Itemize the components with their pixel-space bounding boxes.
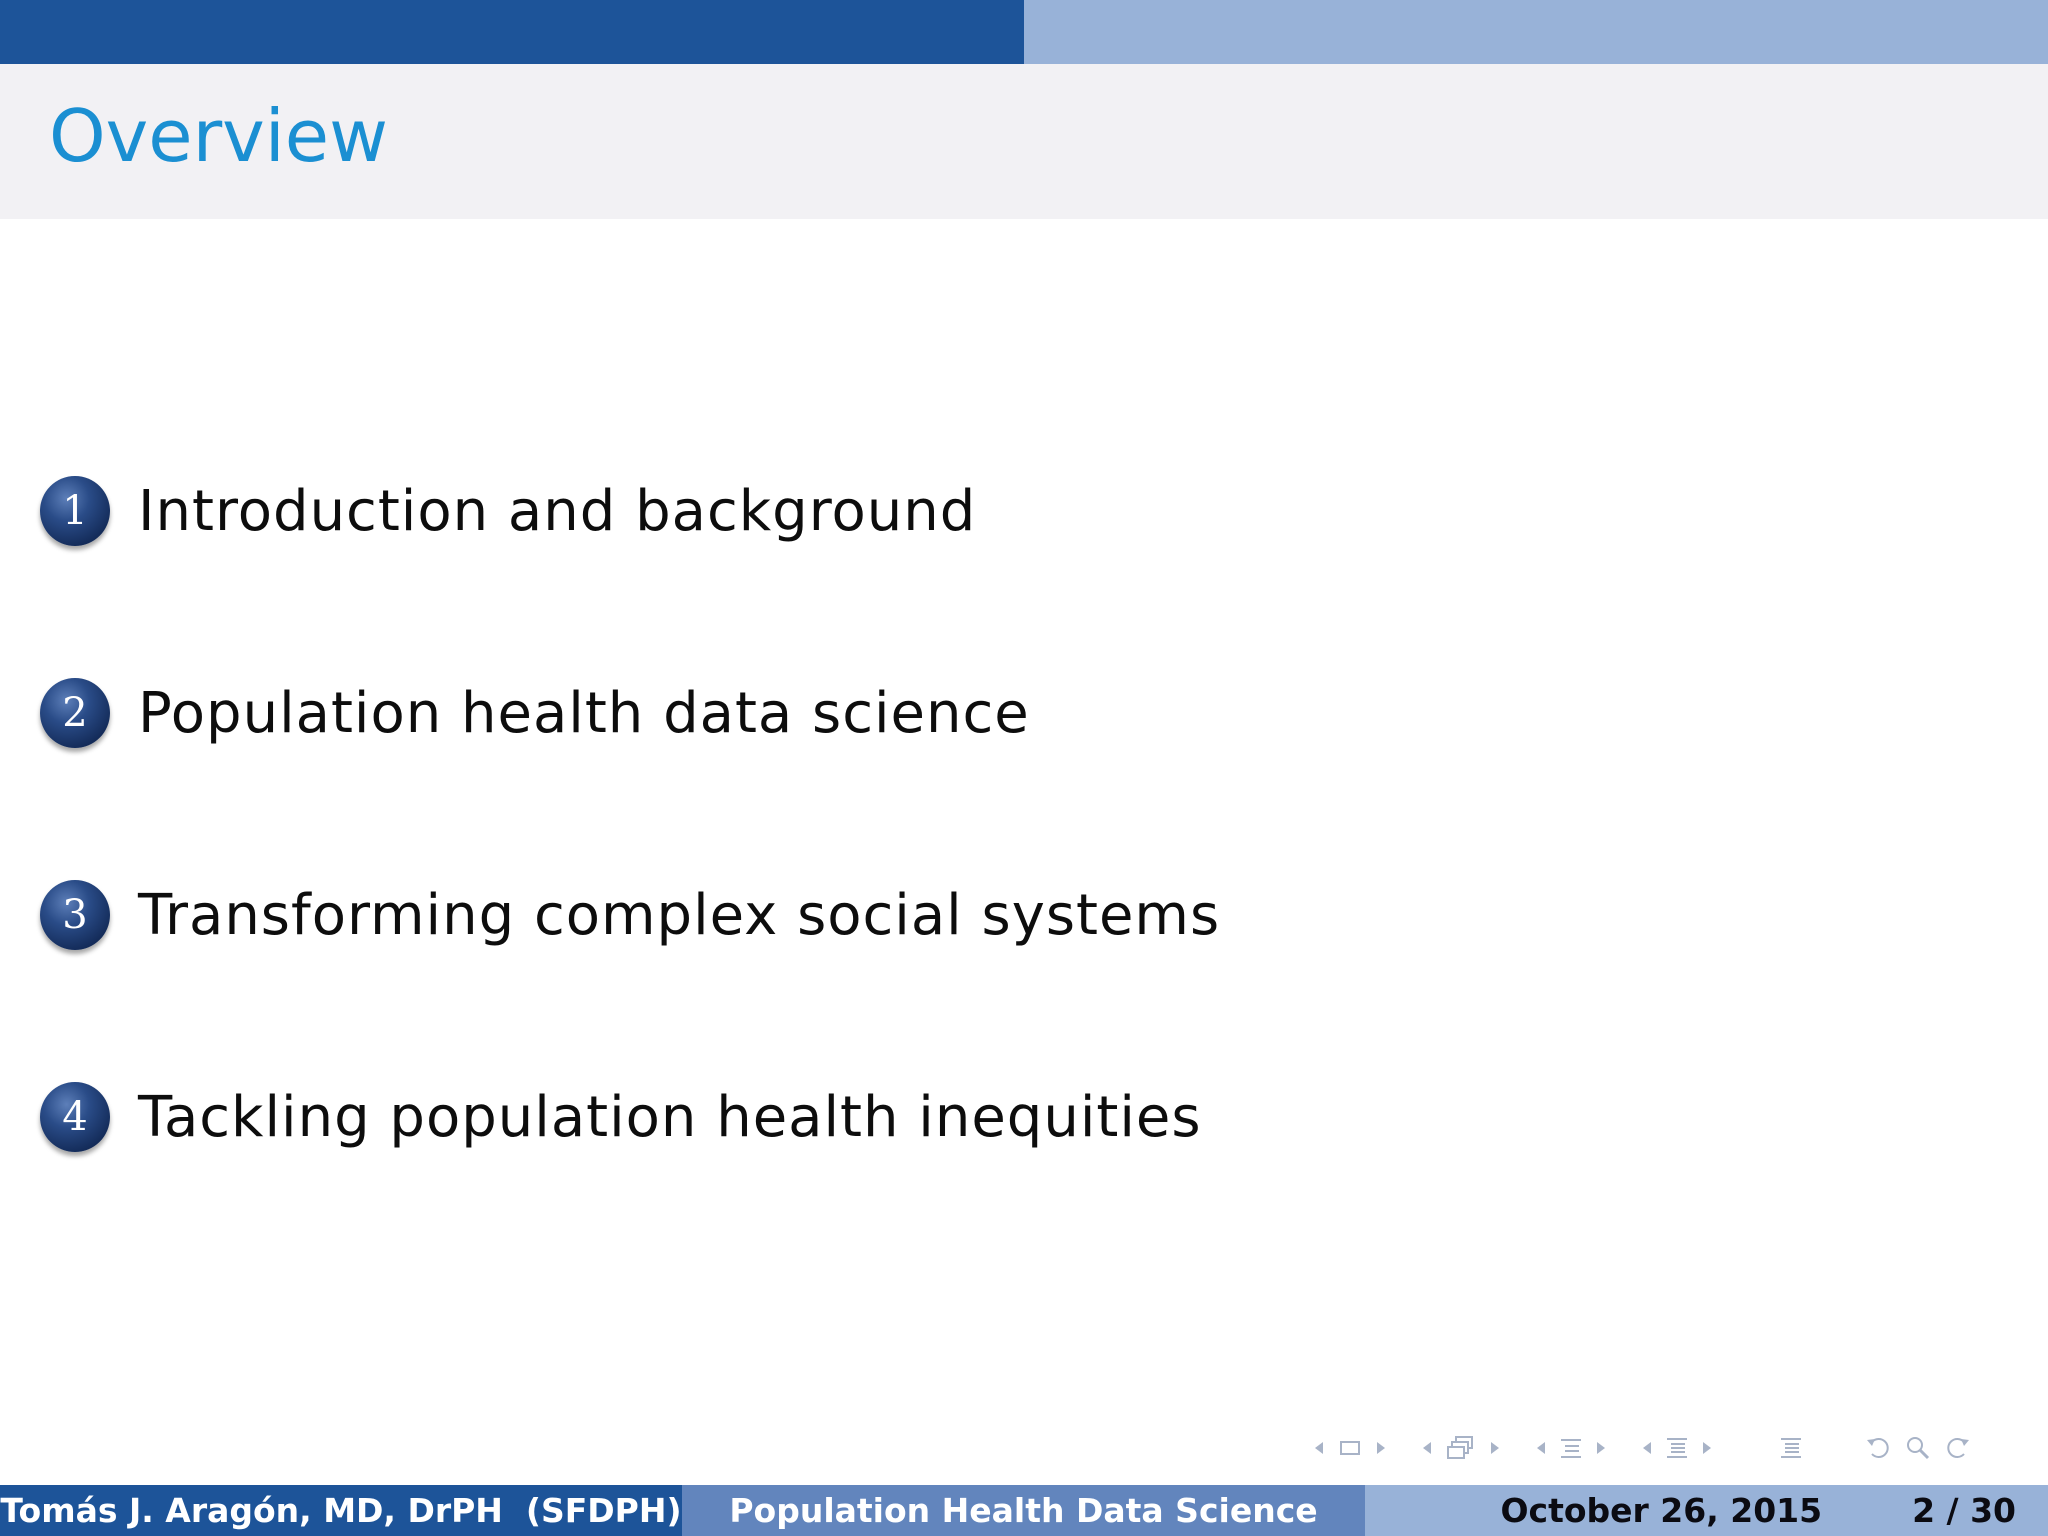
header-bar-left bbox=[0, 0, 1024, 64]
header-bar-right bbox=[1024, 0, 2048, 64]
footer-date-box bbox=[1365, 1485, 2048, 1536]
slide-prev-icon[interactable] bbox=[1312, 1436, 1326, 1460]
toc-icon[interactable] bbox=[1778, 1434, 1804, 1462]
toc-item-label: Population health data science bbox=[138, 680, 1030, 746]
forward-icon[interactable] bbox=[1942, 1434, 1972, 1462]
toc-number-ball: 3 bbox=[40, 880, 110, 950]
footer-date: October 26, 2015 bbox=[1500, 1491, 1823, 1530]
header-bar bbox=[0, 0, 2048, 64]
footer-author: Tomás J. Aragón, MD, DrPH (SFDPH) bbox=[0, 1491, 682, 1530]
toc-item[interactable] bbox=[40, 1081, 1220, 1153]
subsection-next-icon[interactable] bbox=[1488, 1436, 1502, 1460]
footer-page-number: 2 / 30 bbox=[1912, 1491, 2016, 1530]
search-icon[interactable] bbox=[1904, 1434, 1932, 1462]
document-next-icon[interactable] bbox=[1700, 1436, 1714, 1460]
toc-number-ball: 1 bbox=[40, 476, 110, 546]
footer-author-box bbox=[0, 1485, 682, 1536]
table-of-contents bbox=[40, 475, 1220, 1283]
toc-item-label: Introduction and background bbox=[138, 478, 977, 544]
footer-title-box bbox=[682, 1485, 1365, 1536]
section-icon[interactable] bbox=[1558, 1434, 1584, 1462]
slide-title: Overview bbox=[49, 94, 388, 178]
toc-number-ball: 4 bbox=[40, 1082, 110, 1152]
footer-talk-title: Population Health Data Science bbox=[729, 1491, 1318, 1530]
subsection-icon[interactable] bbox=[1444, 1434, 1478, 1462]
toc-number-ball: 2 bbox=[40, 678, 110, 748]
toc-item-label: Tackling population health inequities bbox=[138, 1084, 1202, 1150]
section-next-icon[interactable] bbox=[1594, 1436, 1608, 1460]
slide-frame-icon[interactable] bbox=[1336, 1436, 1364, 1460]
toc-item[interactable] bbox=[40, 879, 1220, 951]
slide-next-icon[interactable] bbox=[1374, 1436, 1388, 1460]
navigation-symbols bbox=[1312, 1434, 1972, 1462]
document-prev-icon[interactable] bbox=[1640, 1436, 1654, 1460]
back-icon[interactable] bbox=[1864, 1434, 1894, 1462]
toc-item[interactable] bbox=[40, 475, 1220, 547]
toc-item[interactable] bbox=[40, 677, 1220, 749]
section-prev-icon[interactable] bbox=[1534, 1436, 1548, 1460]
footer bbox=[0, 1485, 2048, 1536]
toc-item-label: Transforming complex social systems bbox=[138, 882, 1221, 948]
subsection-prev-icon[interactable] bbox=[1420, 1436, 1434, 1460]
document-icon[interactable] bbox=[1664, 1434, 1690, 1462]
